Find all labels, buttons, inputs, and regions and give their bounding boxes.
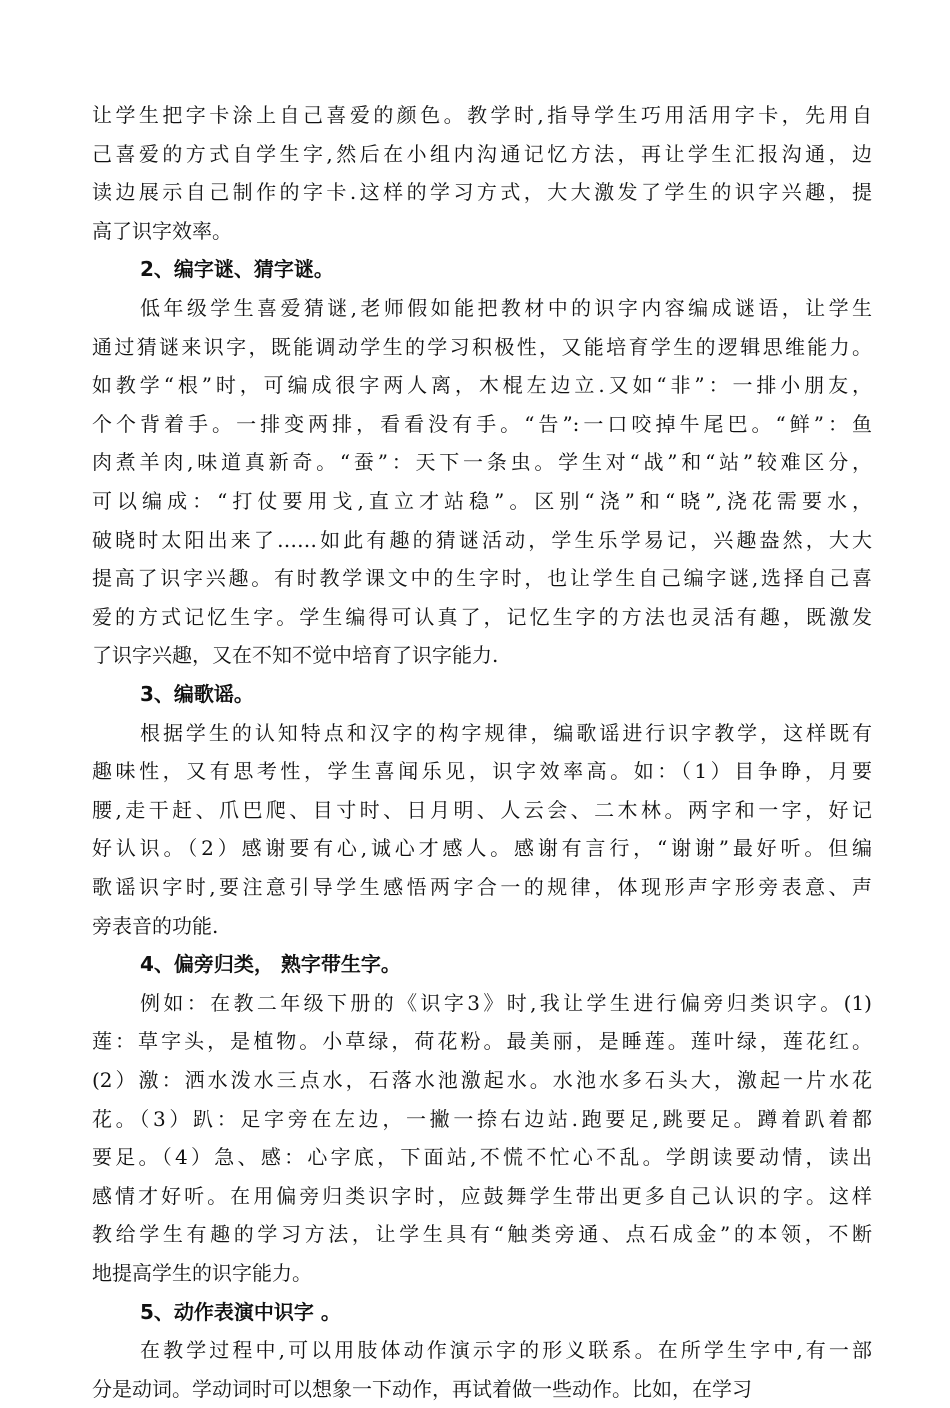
paragraph-line: 根据学生的认知特点和汉字的构字规律，编歌谣进行识字教学，这样既有 [140,720,872,745]
paragraph-line: (2）激：洒水泼水三点水，石落水池激起水。水池水多石头大，激起一片水花 [92,1068,872,1092]
paragraph-line: 例如：在教二年级下册的《识字3》时,我让学生进行偏旁归类识字。(1) [140,990,872,1015]
paragraph-line: 爱的方式记忆生字。学生编得可认真了，记忆生字的方法也灵活有趣，既激发 [92,604,872,629]
section-heading-4: 4、偏旁归类， 熟字带生字。 [140,952,401,977]
paragraph-line: 高了识字效率。 [92,218,232,243]
paragraph-line: 如教学“根”时，可编成很字两人离，木棍左边立.又如“非”：一排小朋友， [92,373,872,398]
paragraph-line: 己喜爱的方式自学生字,然后在小组内沟通记忆方法，再让学生汇报沟通，边 [92,141,872,166]
paragraph-line: 旁表音的功能. [92,913,219,938]
paragraph-line: 了识字兴趣，又在不知不觉中培育了识字能力. [92,643,499,668]
paragraph-line: 读边展示自己制作的字卡.这样的学习方式，大大激发了学生的识字兴趣，提 [92,180,872,205]
paragraph-line: 花。（3）趴：足字旁在左边，一撇一捺右边站.跑要足,跳要足。蹲着趴着都 [92,1106,872,1131]
paragraph-line: 让学生把字卡涂上自己喜爱的颜色。教学时,指导学生巧用活用字卡，先用自 [92,103,872,127]
paragraph-line: 歌谣识字时,要注意引导学生感悟两字合一的规律，体现形声字形旁表意、声 [92,875,872,899]
section-heading-5: 5、动作表演中识字 。 [140,1299,341,1324]
paragraph-line: 教给学生有趣的学习方法，让学生具有“触类旁通、点石成金”的本领，不断 [92,1222,872,1247]
paragraph-line: 通过猜谜来识字，既能调动学生的学习积极性，又能培育学生的逻辑思维能力。 [92,334,872,359]
paragraph-line: 个个背着手。一排变两排，看看没有手。“告”:一口咬掉牛尾巴。“鲜”：鱼 [92,411,872,436]
paragraph-line: 可以编成：“打仗要用戈,直立才站稳”。区别“浇”和“晓”,浇花需要水， [92,489,872,513]
paragraph-line: 腰,走干赶、爪巴爬、目寸时、日月明、人云会、二木林。两字和一字，好记 [92,797,872,822]
paragraph-line: 分是动词。学动词时可以想象一下动作，再试着做一些动作。比如，在学习 [92,1376,752,1401]
paragraph-line: 在教学过程中,可以用肢体动作演示字的形义联系。在所学生字中,有一部 [140,1338,872,1363]
paragraph-line: 趣味性，又有思考性，学生喜闻乐见，识字效率高。如：（1）目争睁，月要 [92,759,872,784]
paragraph-line: 提高了识字兴趣。有时教学课文中的生字时，也让学生自己编字谜,选择自己喜 [92,566,872,591]
paragraph-line: 破晓时太阳出来了……如此有趣的猜谜活动，学生乐学易记，兴趣盎然，大大 [92,527,872,552]
paragraph-line: 要足。（4）急、感：心字底，下面站,不慌不忙心不乱。学朗读要动情，读出 [92,1145,872,1170]
section-heading-3: 3、编歌谣。 [140,682,254,706]
section-heading-2: 2、编字谜、猜字谜。 [140,257,334,282]
paragraph-line: 莲：草字头，是植物。小草绿，荷花粉。最美丽，是睡莲。莲叶绿，莲花红。 [92,1029,872,1054]
paragraph-line: 好认识。（2）感谢要有心,诚心才感人。感谢有言行，“谢谢”最好听。但编 [92,836,872,861]
paragraph-line: 肉煮羊肉,味道真新奇。“蚕”：天下一条虫。学生对“战”和“站”较难区分， [92,450,872,475]
paragraph-line: 地提高学生的识字能力。 [92,1261,312,1285]
paragraph-line: 感情才好听。在用偏旁归类识字时，应鼓舞学生带出更多自己认识的字。这样 [92,1183,872,1208]
paragraph-line: 低年级学生喜爱猜谜,老师假如能把教材中的识字内容编成谜语，让学生 [140,296,872,320]
